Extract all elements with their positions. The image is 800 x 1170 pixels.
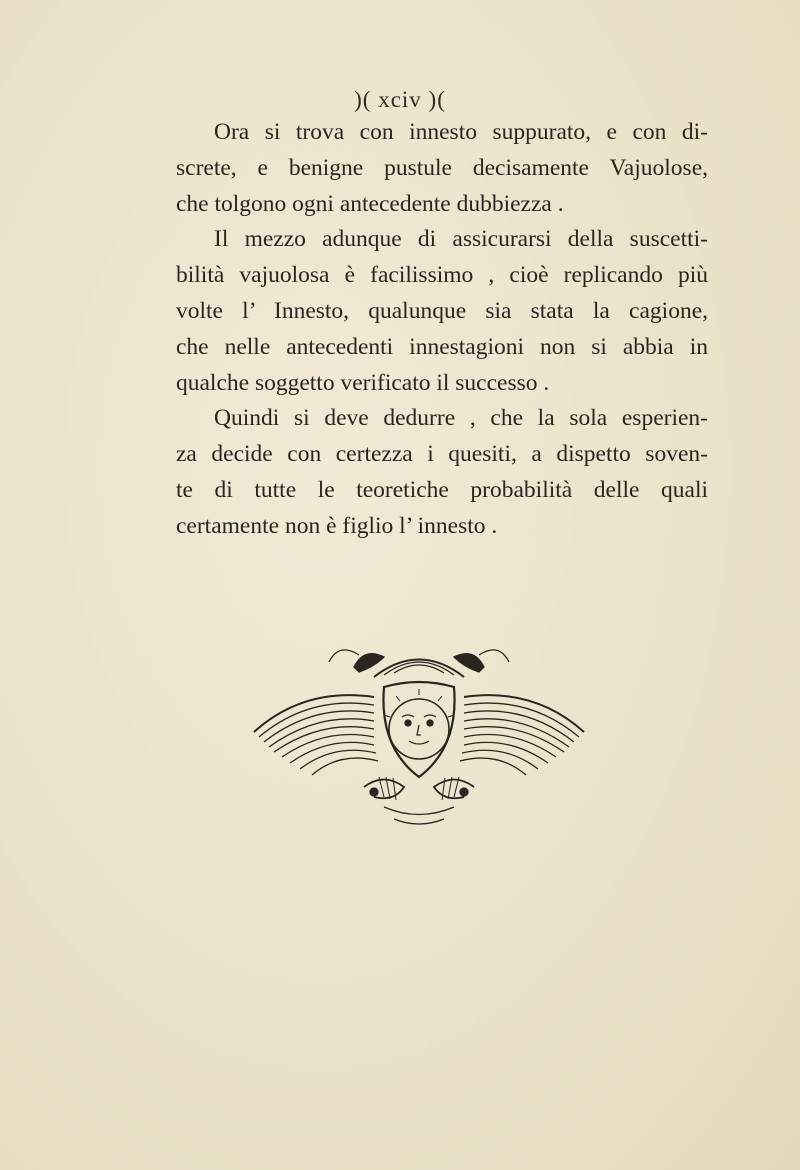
sun-face-icon bbox=[402, 715, 436, 744]
sun-face-ornament-icon bbox=[234, 637, 604, 837]
text-line: bilità vajuolosa è facilissimo , cioè replicando più bbox=[176, 262, 708, 289]
text-line: qualche soggetto verificato il successo . bbox=[176, 369, 550, 396]
text-line: Il mezzo adunque di assicurarsi della suscetti- bbox=[214, 226, 708, 253]
text-line: che tolgono ogni antecedente dubbiezza . bbox=[176, 190, 564, 217]
paragraph-2 bbox=[176, 222, 708, 401]
text-line: certamente non è figlio l’ innesto . bbox=[176, 512, 498, 539]
text-line: volte l’ Innesto, qualunque sia stata la cagione, bbox=[176, 297, 708, 324]
paragraph-3 bbox=[176, 401, 708, 544]
text-line: che nelle antecedenti innestagioni non si abbia in bbox=[176, 333, 708, 360]
text-line: screte, e benigne pustule decisamente Vajuolose, bbox=[176, 154, 708, 181]
text-line: te di tutte le teoretiche probabilità delle quali bbox=[176, 476, 708, 503]
text-line: za decide con certezza i quesiti, a dispetto soven- bbox=[176, 441, 708, 468]
body-text bbox=[176, 115, 708, 545]
page-number-header: )( xciv )( bbox=[354, 87, 446, 112]
text-line: Quindi si deve dedurre , che la sola esperien- bbox=[214, 405, 708, 432]
right-wing-icon bbox=[460, 695, 584, 775]
paragraph-1 bbox=[176, 115, 708, 222]
text-line: Ora si trova con innesto suppurato, e con di- bbox=[214, 119, 708, 145]
left-wing-icon bbox=[254, 695, 378, 775]
